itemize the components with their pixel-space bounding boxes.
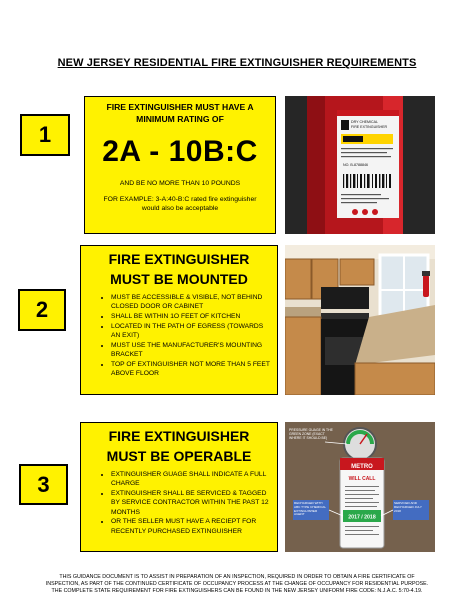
list-item: • EXTINGUISHER SHALL BE SERVICED & TAGGED BY SERVICE CONTRACTOR WITHIN THE PAST 12 MONTHS <box>111 489 271 517</box>
footer-line-2: INSPECTION, AS PART OF THE CONTINUED CERTIFICATE OF OCCUPANCY PROCESS AT THE CHANGE OF OCCUPANCY FOR RESIDENTIAL PURPOSE. <box>45 581 429 587</box>
list-item: • MUST BE ACCESSIBLE & VISIBLE, NOT BEHIND CLOSED DOOR OR CABINET <box>111 293 271 312</box>
footer-line-1: THIS GUIDANCE DOCUMENT IS TO ASSIST IN PREPARATION OF AN INSPECTION, REQUIRED IN ORDER TO OBTAIN A FIRE CERTIFICATE OF <box>59 574 415 580</box>
operable-panel <box>80 422 278 552</box>
list-item: • EXTINGUISHER GUAGE SHALL INDICATE A FULL CHARGE <box>111 470 271 489</box>
section-number-1: 1 <box>20 114 70 156</box>
photo-label-line-3: NO. B-8788846 <box>343 163 368 167</box>
list-item: • LOCATED IN THE PATH OF EGRESS (TOWARDS AN EXIT) <box>111 322 271 341</box>
list-item: • OR THE SELLER MUST HAVE A RECIEPT FOR RECENTLY PURCHASED EXTINGUISHER <box>111 517 271 536</box>
photo-label-line-1: DRY CHEMICAL <box>351 120 379 124</box>
footer-disclaimer <box>40 574 434 595</box>
list-item: • TOP OF EXTINGUISHER NOT MORE THAN 5 FEET ABOVE FLOOR <box>111 360 271 379</box>
operable-requirements-list <box>81 470 277 536</box>
operable-heading-line-2: MUST BE OPERABLE <box>106 448 252 464</box>
mounting-heading-line-2: MUST BE MOUNTED <box>110 271 248 287</box>
weight-note: AND BE NO MORE THAN 10 POUNDS <box>119 180 241 187</box>
kitchen-image <box>285 245 435 395</box>
list-item: • MUST USE THE MANUFACTURER'S MOUNTING BRACKET <box>111 341 271 360</box>
photo-label-line-2: FIRE EXTINGUISHER <box>351 125 388 129</box>
footer-line-3: THE COMPLETE STATE REQUIREMENT FOR FIRE EXTINGUISHERS CAN BE FOUND IN THE NEW JERSEY UNIFORM FIRE CODE: N.J.A.C. 5:70-4.19. <box>51 588 423 594</box>
section-number-2: 2 <box>18 289 66 331</box>
rating-panel <box>84 96 276 234</box>
service-tag-image <box>285 422 435 552</box>
tag-will-call: WILL CALL <box>348 476 376 482</box>
gauge-note: PRESSURE GUAGE IN THE GREEN ZONE (EXACT WHERE IT SHOULD BE) <box>289 428 333 441</box>
extinguisher-label-image <box>285 96 435 234</box>
rating-heading-line-1: FIRE EXTINGUISHER MUST HAVE A <box>106 102 254 112</box>
tag-brand: METRO <box>351 464 373 470</box>
extinguisher-label-photo <box>285 96 435 234</box>
serviced-note: SERVICED AND RECHARGED JULY 2018 <box>394 501 422 513</box>
kitchen-photo <box>285 245 435 395</box>
example-line-1: FOR EXAMPLE: 3-A:40-B:C rated fire extinguisher <box>103 196 257 203</box>
section-number-3: 3 <box>19 464 68 505</box>
mounting-requirements-list <box>81 293 277 379</box>
rating-heading-line-2: MINIMUM RATING OF <box>136 114 224 124</box>
recharged-note: RECHARGED WITH ABC TYPE CHEMICAL EXTINGUISHER AGENT <box>294 501 326 517</box>
mounting-panel <box>80 245 278 395</box>
list-item: • SHALL BE WITHIN 1O FEET OF KITCHEN <box>111 312 271 321</box>
operable-heading-line-1: FIRE EXTINGUISHER <box>108 428 250 444</box>
example-line-2: would also be acceptable <box>141 205 219 212</box>
rating-value: 2A - 10B:C <box>102 135 258 168</box>
document-title: NEW JERSEY RESIDENTIAL FIRE EXTINGUISHER REQUIREMENTS <box>57 57 417 69</box>
mounting-heading-line-1: FIRE EXTINGUISHER <box>108 251 250 267</box>
service-tag-photo <box>285 422 435 552</box>
tag-year: 2017 / 2018 <box>348 514 376 521</box>
